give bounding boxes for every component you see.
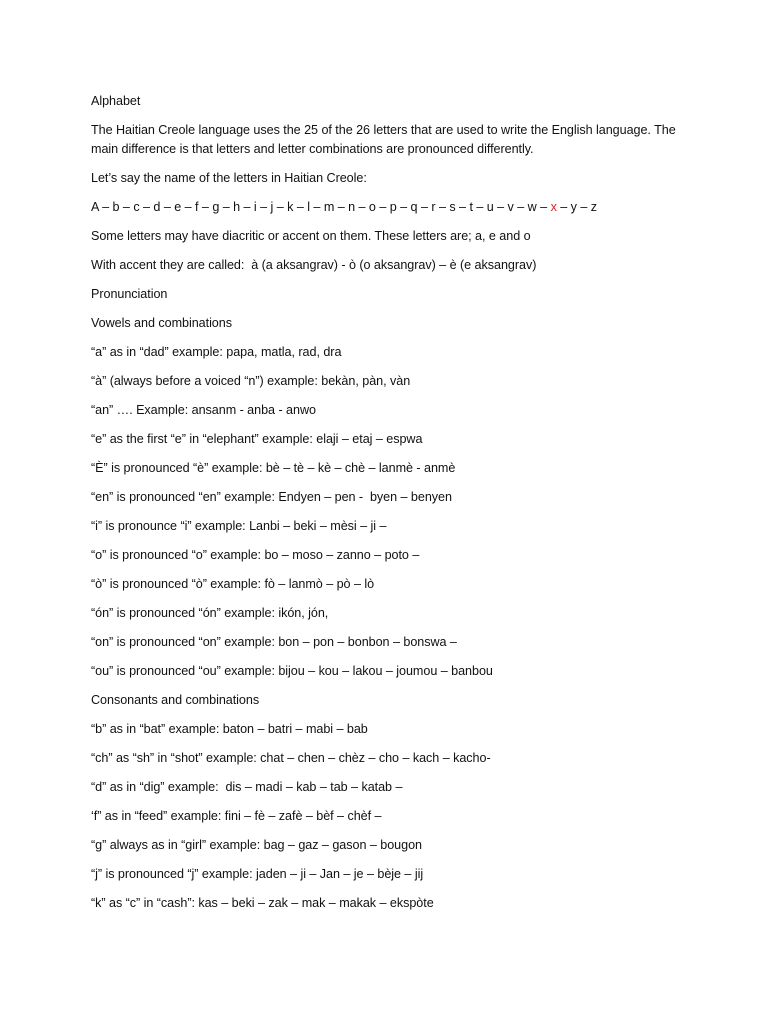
consonant-line: ‘f” as in “feed” example: fini – fè – zafè – bèf – chèf –	[91, 809, 382, 823]
vowel-line: “a” as in “dad” example: papa, matla, rad, dra	[91, 345, 342, 359]
consonant-line: “d” as in “dig” example: dis – madi – kab – tab – katab –	[91, 780, 403, 794]
accent-names: With accent they are called: à (a aksangrav) - ò (o aksangrav) – è (e aksangrav)	[91, 258, 537, 272]
vowel-line: “on” is pronounced “on” example: bon – pon – bonbon – bonswa –	[91, 635, 457, 649]
vowel-line: “o” is pronounced “o” example: bo – moso – zanno – poto –	[91, 548, 420, 562]
consonant-line: “g” always as in “girl” example: bag – gaz – gason – bougon	[91, 838, 422, 852]
vowel-line: “an” …. Example: ansanm - anba - anwo	[91, 403, 316, 417]
heading-pronunciation: Pronunciation	[91, 287, 168, 301]
vowel-line: “e” as the first “e” in “elephant” example: elaji – etaj – espwa	[91, 432, 423, 446]
consonant-line: “ch” as “sh” in “shot” example: chat – chen – chèz – cho – kach – kacho-	[91, 751, 491, 765]
diacritic-note: Some letters may have diacritic or accent on them. These letters are; a, e and o	[91, 229, 531, 243]
vowel-line: “ou” is pronounced “ou” example: bijou – kou – lakou – joumou – banbou	[91, 664, 493, 678]
vowel-line: “i” is pronounce “i” example: Lanbi – beki – mèsi – ji –	[91, 519, 387, 533]
alphabet-part-after: – y – z	[556, 200, 598, 214]
alphabet-line	[91, 198, 691, 217]
letters-intro: Let’s say the name of the letters in Haitian Creole:	[91, 171, 367, 185]
consonant-line: “j” is pronounced “j” example: jaden – ji – Jan – je – bèje – jij	[91, 867, 424, 881]
heading-alphabet: Alphabet	[91, 94, 141, 108]
vowel-line: “ò” is pronounced “ò” example: fò – lanmò – pò – lò	[91, 577, 375, 591]
consonant-line: “k” as “c” in “cash”: kas – beki – zak – mak – makak – ekspòte	[91, 896, 434, 910]
consonant-line: “b” as in “bat” example: baton – batri – mabi – bab	[91, 722, 368, 736]
heading-consonants: Consonants and combinations	[91, 693, 260, 707]
document-body	[91, 92, 691, 923]
vowel-line: “en” is pronounced “en” example: Endyen – pen - byen – benyen	[91, 490, 452, 504]
vowel-line: “à” (always before a voiced “n”) example: bekàn, pàn, vàn	[91, 374, 411, 388]
alphabet-highlight-x: x	[550, 200, 557, 214]
heading-vowels: Vowels and combinations	[91, 316, 232, 330]
vowel-line: “È” is pronounced “è” example: bè – tè – kè – chè – lanmè - anmè	[91, 461, 456, 475]
vowel-line: “ón” is pronounced “ón” example: ikón, jón,	[91, 606, 329, 620]
intro-paragraph: The Haitian Creole language uses the 25 of the 26 letters that are used to write the English language. The main difference is that letters and letter combinations are pronounced differently.	[91, 123, 676, 156]
alphabet-part-before: A – b – c – d – e – f – g – h – i – j – k – l – m – n – o – p – q – r – s – t – u – v – w –	[91, 200, 551, 214]
